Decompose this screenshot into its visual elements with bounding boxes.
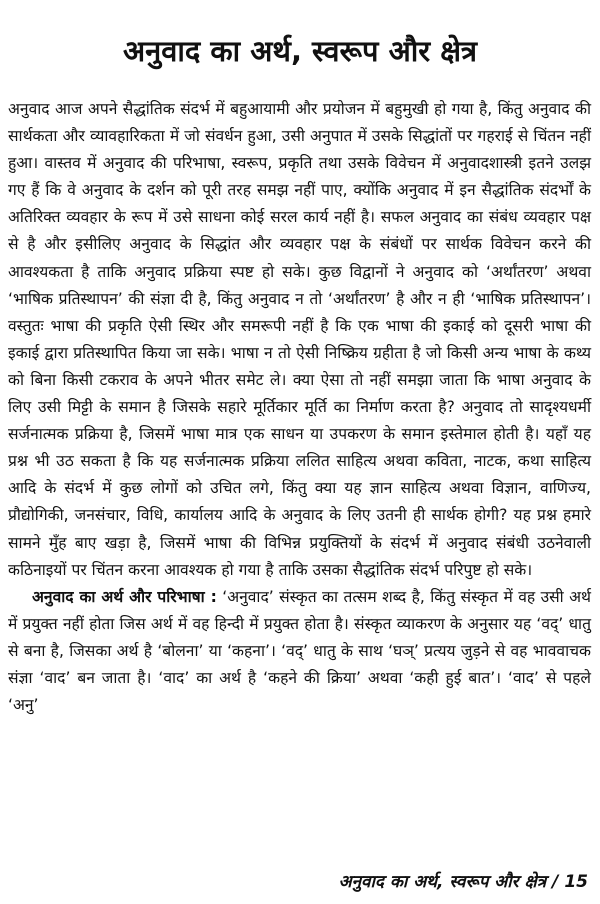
section-heading: अनुवाद का अर्थ और परिभाषा : [32, 587, 217, 606]
page-number: 15 [564, 872, 588, 892]
running-footer-title: अनुवाद का अर्थ, स्वरूप और क्षेत्र [338, 872, 547, 892]
paragraph-definition [8, 584, 591, 719]
paragraph-intro: अनुवाद आज अपने सैद्धांतिक संदर्भ में बहुआयामी और प्रयोजन में बहुमुखी हो गया है, किंतु अनुवाद की सार्थकता और व्यावहारिकता में जो संवर्धन हुआ, उसी अनुपात में उसके सिद्धांतों पर गहराई से चिंतन नहीं हुआ। वास्तव में अनुवाद की परिभाषा, स्वरूप, प्रकृति तथा उसके विवेचन में अनुवादशास्त्री इतने उलझ गए हैं कि वे अनुवाद के दर्शन को पूरी तरह समझ नहीं पाए, क्योंकि अनुवाद में इन सैद्धांतिक संदर्भों के अतिरिक्त व्यवहार के रूप में उसे साधना कोई सरल कार्य नहीं है। सफल अनुवाद का संबंध व्यवहार पक्ष से है और इसीलिए अनुवाद के सिद्धांत और व्यवहार पक्ष के संबंधों पर सार्थक विवेचन करने की आवश्यकता है ताकि अनुवाद प्रक्रिया स्पष्ट हो सके। कुछ विद्वानों ने अनुवाद को ‘अर्थांतरण’ अथवा ‘भाषिक प्रतिस्थापन’ की संज्ञा दी है, किंतु अनुवाद न तो ‘अर्थांतरण’ है और न ही ‘भाषिक प्रतिस्थापन’। वस्तुतः भाषा की प्रकृति ऐसी स्थिर और समरूपी नहीं है कि एक भाषा की इकाई को दूसरी भाषा की इकाई द्वारा प्रतिस्थापित किया जा सके। भाषा न तो ऐसी निष्क्रिय ग्रहीता है जो किसी अन्य भाषा के कथ्य को बिना किसी टकराव के अपने भीतर समेट ले। क्या ऐसा तो नहीं समझा जाता कि भाषा अनुवाद के लिए उसी मिट्टी के समान है जिसके सहारे मूर्तिकार मूर्ति का निर्माण करता है? अनुवाद तो सादृश्यधर्मी सर्जनात्मक प्रक्रिया है, जिसमें भाषा मात्र एक साधन या उपकरण के समान इस्तेमाल होती है। यहाँ यह प्रश्न भी उठ सकता है कि यह सर्जनात्मक प्रक्रिया ललित साहित्य अथवा कविता, नाटक, कथा साहित्य आदि के संदर्भ में कुछ लोगों को उचित लगे, किंतु क्या यह ज्ञान साहित्य अथवा विज्ञान, वाणिज्य, प्रौद्योगिकी, जनसंचार, विधि, कार्यालय आदि के अनुवाद के लिए उतनी ही सार्थक होगी? यह प्रश्न हमारे सामने मुँह बाए खड़ा है, जिसमें भाषा की विभिन्न प्रयुक्तियों के संदर्भ में अनुवाद संबंधी उठनेवाली कठिनाइयों पर चिंतन करना आवश्यक हो गया है ताकि उसका सैद्धांतिक संदर्भ परिपुष्ट हो सके। [8, 100, 591, 579]
footer-separator: / [552, 872, 559, 892]
page-footer [339, 870, 588, 894]
body-text [8, 96, 591, 719]
page-title: अनुवाद का अर्थ, स्वरूप और क्षेत्र [123, 34, 477, 69]
paragraph-definition-text: ‘अनुवाद’ संस्कृत का तत्सम शब्द है, किंतु संस्कृत में वह उसी अर्थ में प्रयुक्त नहीं होता जिस अर्थ में वह हिन्दी में प्रयुक्त होता है। संस्कृत व्याकरण के अनुसार यह ‘वद्’ धातु से बना है, जिसका अर्थ है ‘बोलना’ या ‘कहना’। ‘वद्’ धातु के साथ ‘घञ्’ प्रत्यय जुड़ने से वह भाववाचक संज्ञा ‘वाद’ बन जाता है। ‘वाद’ का अर्थ है ‘कहने की क्रिया’ अथवा ‘कही हुई बात’। ‘वाद’ से पहले ‘अनु’ [8, 587, 591, 715]
